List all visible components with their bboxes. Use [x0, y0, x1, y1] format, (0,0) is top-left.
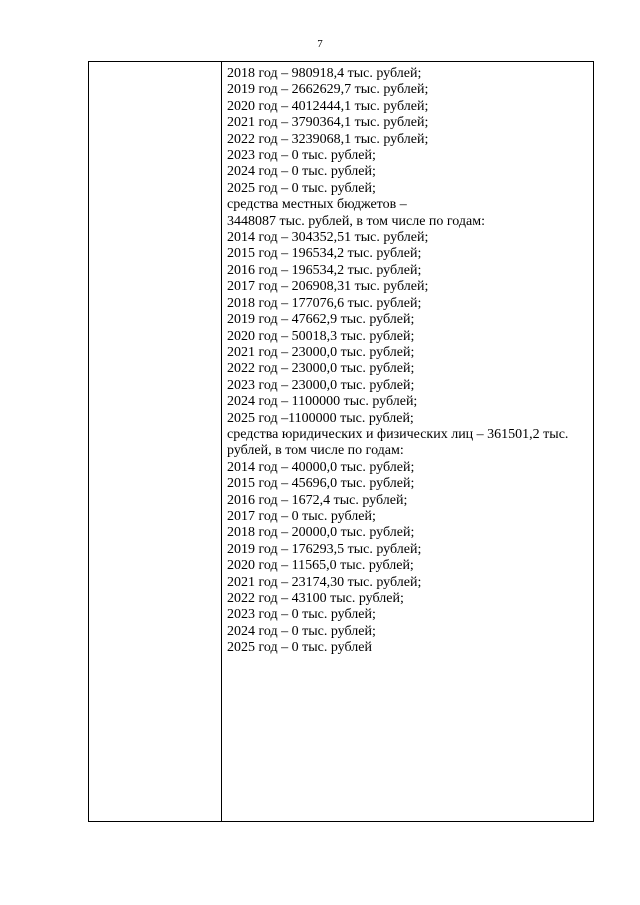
text-line: 2016 год – 1672,4 тыс. рублей;: [227, 492, 408, 508]
text-line: 2025 год – 0 тыс. рублей;: [227, 180, 376, 196]
text-line: 2015 год – 45696,0 тыс. рублей;: [227, 476, 415, 492]
text-line: 2016 год – 196534,2 тыс. рублей;: [227, 262, 422, 278]
text-line: 2019 год – 47662,9 тыс. рублей;: [227, 312, 415, 328]
text-line: 2017 год – 0 тыс. рублей;: [227, 508, 376, 524]
text-line: 2020 год – 11565,0 тыс. рублей;: [227, 558, 414, 574]
page-number: 7: [317, 38, 323, 50]
text-line: 2018 год – 177076,6 тыс. рублей;: [227, 295, 422, 311]
text-line: 2023 год – 0 тыс. рублей;: [227, 148, 376, 164]
text-line: 2020 год – 50018,3 тыс. рублей;: [227, 328, 415, 344]
text-line: средства юридических и физических лиц – 361501,2 тыс.: [227, 426, 569, 442]
text-line: 2014 год – 304352,51 тыс. рублей;: [227, 230, 429, 246]
text-line: 2024 год – 1100000 тыс. рублей;: [227, 394, 418, 410]
text-line: 2025 год –1100000 тыс. рублей;: [227, 410, 414, 426]
text-line: 2018 год – 20000,0 тыс. рублей;: [227, 525, 415, 541]
text-line: 2024 год – 0 тыс. рублей;: [227, 623, 376, 639]
text-line: 2022 год – 3239068,1 тыс. рублей;: [227, 131, 429, 147]
text-line: 2020 год – 4012444,1 тыс. рублей;: [227, 98, 429, 114]
text-line: 2015 год – 196534,2 тыс. рублей;: [227, 246, 422, 262]
text-line: 2019 год – 176293,5 тыс. рублей;: [227, 541, 422, 557]
text-line: 2021 год – 23174,30 тыс. рублей;: [227, 574, 422, 590]
text-line: средства местных бюджетов –: [227, 197, 407, 213]
text-line: 2023 год – 23000,0 тыс. рублей;: [227, 377, 415, 393]
text-line: 2025 год – 0 тыс. рублей: [227, 640, 372, 656]
funding-text-cell: [227, 66, 591, 657]
text-line: 2021 год – 3790364,1 тыс. рублей;: [227, 115, 429, 131]
column-divider: [221, 62, 222, 821]
text-line: 2018 год – 980918,4 тыс. рублей;: [227, 66, 422, 81]
text-line: 2019 год – 2662629,7 тыс. рублей;: [227, 82, 429, 98]
text-line: 2022 год – 43100 тыс. рублей;: [227, 591, 404, 606]
text-line: 3448087 тыс. рублей, в том числе по годам:: [227, 213, 485, 229]
text-line: рублей, в том числе по годам:: [227, 443, 404, 459]
text-line: 2022 год – 23000,0 тыс. рублей;: [227, 361, 415, 377]
text-line: 2024 год – 0 тыс. рублей;: [227, 164, 376, 180]
text-line: 2021 год – 23000,0 тыс. рублей;: [227, 344, 415, 360]
text-line: 2023 год – 0 тыс. рублей;: [227, 607, 376, 623]
text-line: 2014 год – 40000,0 тыс. рублей;: [227, 459, 415, 475]
funding-table: [88, 61, 594, 822]
text-line: 2017 год – 206908,31 тыс. рублей;: [227, 279, 429, 295]
